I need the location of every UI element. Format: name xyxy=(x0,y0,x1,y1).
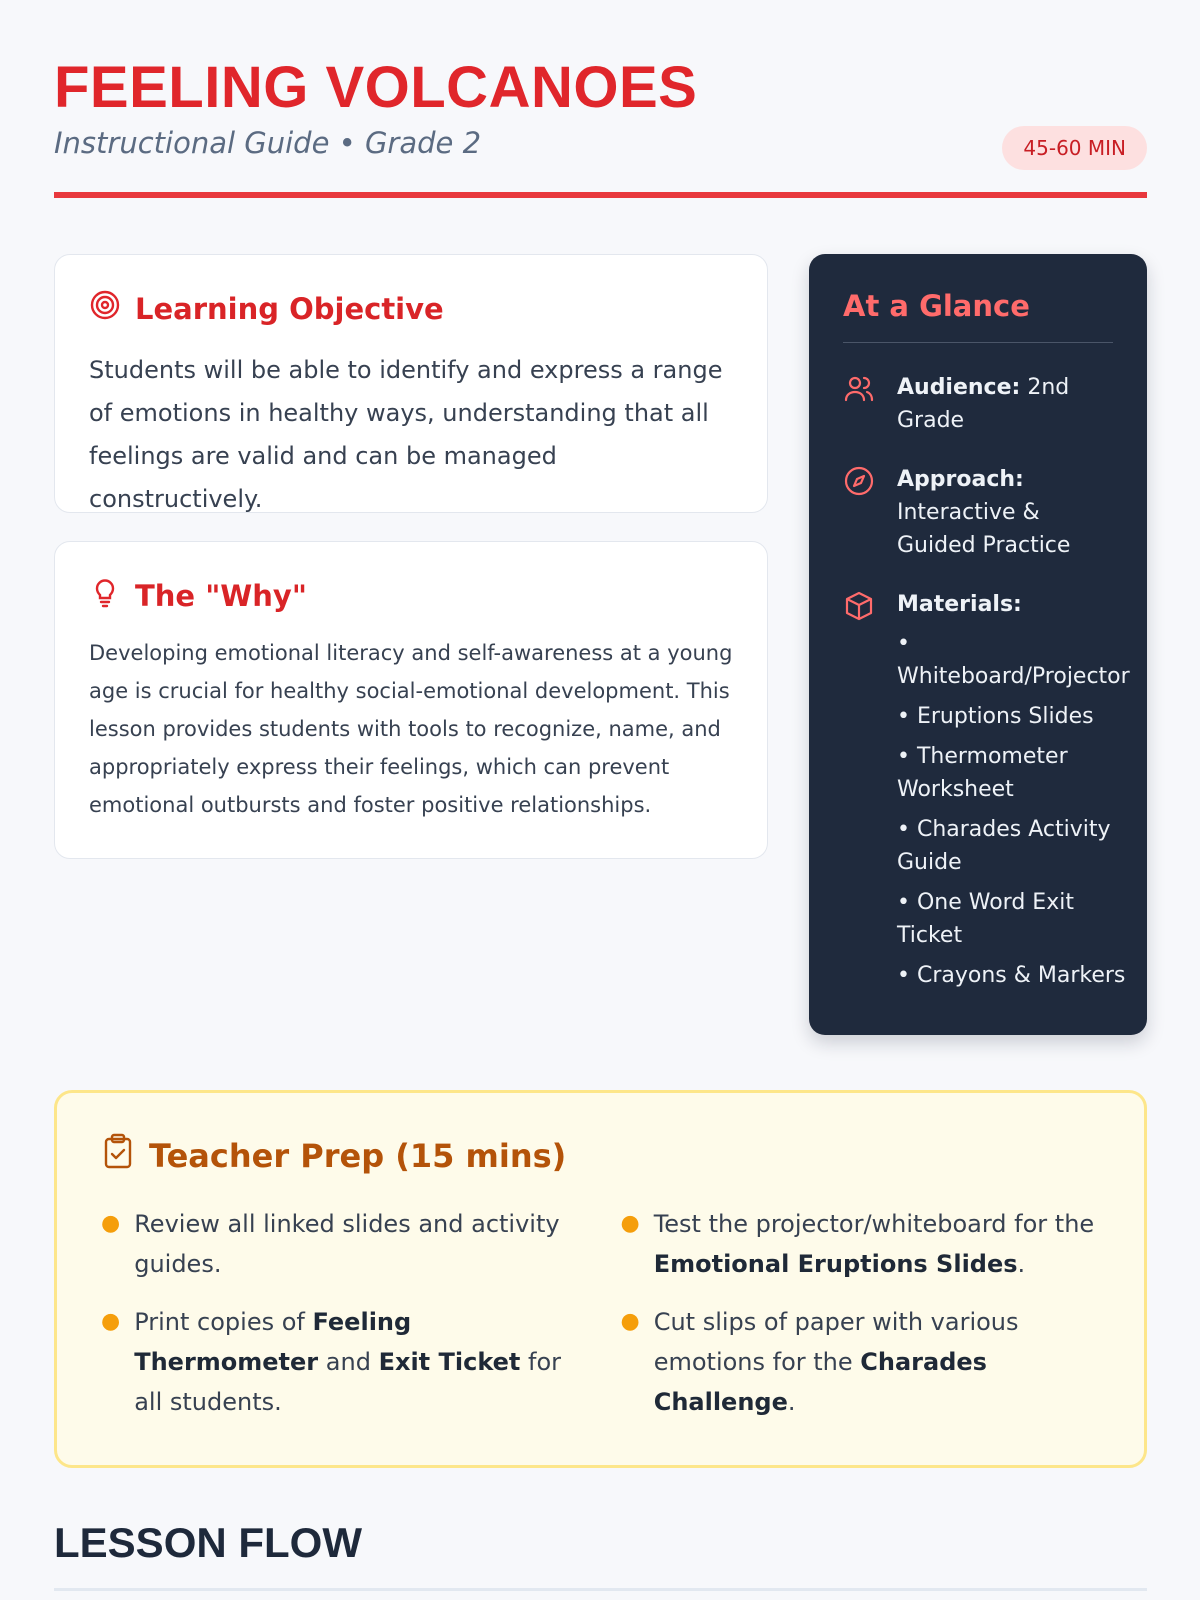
teacher-prep-list xyxy=(101,1204,1100,1440)
why-title: The "Why" xyxy=(135,579,307,613)
at-a-glance-divider xyxy=(843,342,1113,343)
materials-row xyxy=(843,588,1130,999)
prep-item xyxy=(101,1204,581,1284)
approach-row xyxy=(843,463,1113,562)
teacher-prep-heading xyxy=(101,1133,1100,1178)
prep-emphasis: Exit Ticket xyxy=(378,1348,521,1376)
prep-emphasis: Charades Challenge xyxy=(653,1348,987,1416)
teacher-prep-card xyxy=(54,1090,1147,1468)
learning-objective-heading xyxy=(89,289,733,329)
bullet-icon: ● xyxy=(620,1211,640,1236)
prep-text: . xyxy=(787,1388,796,1416)
prep-emphasis: Feeling Thermometer xyxy=(134,1308,412,1376)
page-title: FEELING VOLCANOES xyxy=(54,55,698,120)
audience-row xyxy=(843,371,1113,437)
prep-text: and xyxy=(318,1348,379,1376)
lesson-flow-divider xyxy=(54,1588,1147,1591)
teacher-prep-title: Teacher Prep (15 mins) xyxy=(149,1136,567,1175)
bullet-icon: ● xyxy=(101,1211,121,1236)
materials-item: • Charades Activity Guide xyxy=(897,817,1111,875)
compass-icon xyxy=(843,463,877,562)
why-card xyxy=(54,541,768,859)
materials-item: • One Word Exit Ticket xyxy=(897,890,1074,948)
approach-value: Interactive & Guided Practice xyxy=(897,500,1071,558)
at-a-glance-panel xyxy=(809,254,1147,1035)
audience-value: 2nd Grade xyxy=(897,375,1070,433)
learning-objective-text: Students will be able to identify and express a range of emotions in healthy ways, understanding that all feelings are valid and can be managed constructively. xyxy=(89,356,723,513)
prep-text: Review all linked slides and activity guides. xyxy=(134,1210,560,1278)
learning-objective-title: Learning Objective xyxy=(135,292,444,326)
prep-emphasis: Emotional Eruptions Slides xyxy=(653,1250,1018,1278)
users-icon xyxy=(843,371,877,437)
bullet-icon: ● xyxy=(620,1309,640,1334)
prep-item xyxy=(621,1204,1101,1284)
prep-text: Test the projector/whiteboard for the xyxy=(653,1210,1095,1238)
duration-badge: 45-60 MIN xyxy=(1002,126,1147,170)
clipboard-check-icon xyxy=(101,1133,135,1178)
at-a-glance-title: At a Glance xyxy=(843,289,1030,323)
page-subtitle: Instructional Guide • Grade 2 xyxy=(54,126,482,160)
prep-text: Print copies of xyxy=(134,1308,313,1336)
approach-label: Approach: xyxy=(897,467,1024,492)
prep-text: for all students. xyxy=(134,1348,562,1416)
learning-objective-card xyxy=(54,254,768,513)
target-icon xyxy=(89,289,121,329)
lightbulb-icon xyxy=(89,576,121,616)
audience-label: Audience: xyxy=(897,375,1021,400)
materials-item: • Thermometer Worksheet xyxy=(897,744,1068,802)
materials-item: • Eruptions Slides xyxy=(897,704,1094,729)
header-divider xyxy=(54,192,1147,198)
materials-item: • Whiteboard/Projector xyxy=(897,631,1130,689)
prep-text: . xyxy=(1017,1250,1026,1278)
materials-list xyxy=(897,627,1130,992)
bullet-icon: ● xyxy=(101,1309,121,1334)
box-icon xyxy=(843,588,877,999)
why-text: Developing emotional literacy and self-awareness at a young age is crucial for healthy social-emotional development. This lesson provides students with tools to recognize, name, and appropriately express their feelings, which can prevent emotional outbursts and foster positive relationships. xyxy=(89,641,733,817)
why-heading xyxy=(89,576,733,616)
prep-text: Cut slips of paper with various emotions for the xyxy=(653,1308,1019,1376)
prep-item xyxy=(101,1302,581,1422)
materials-item: • Crayons & Markers xyxy=(897,963,1126,988)
materials-label: Materials: xyxy=(897,592,1022,617)
prep-item xyxy=(621,1302,1101,1422)
lesson-flow-title: LESSON FLOW xyxy=(54,1519,362,1566)
